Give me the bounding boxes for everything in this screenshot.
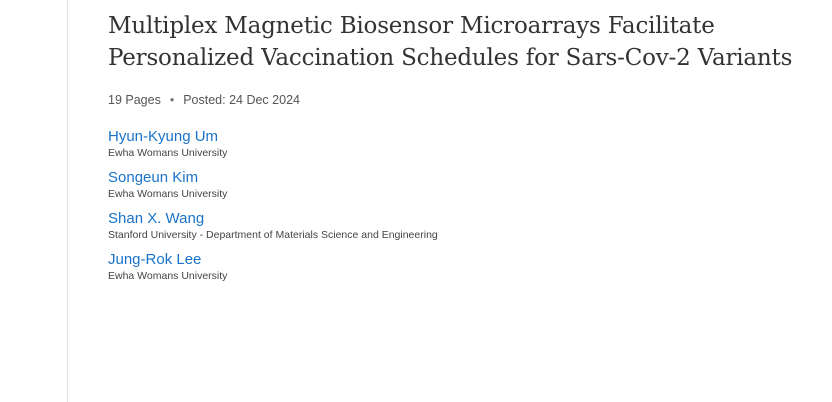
paper-meta [108, 92, 808, 108]
posted-date: Posted: 24 Dec 2024 [183, 93, 300, 107]
author-affiliation: Ewha Womans University [108, 147, 228, 159]
author-link-shan-x-wang[interactable]: Shan X. Wang [108, 210, 205, 227]
author-link-songeun-kim[interactable]: Songeun Kim [108, 169, 199, 186]
paper-title: Multiplex Magnetic Biosensor Microarrays Facilitate Personalized Vaccination Schedules for Sars-Cov-2 Variants [108, 13, 793, 71]
meta-separator: • [169, 93, 175, 107]
paper-header [108, 10, 808, 292]
author-affiliation: Stanford University - Department of Materials Science and Engineering [108, 229, 438, 241]
author-link-hyun-kyung-um[interactable]: Hyun-Kyung Um [108, 128, 219, 145]
page-count: 19 Pages [108, 93, 161, 107]
author-item [108, 128, 808, 160]
author-item [108, 251, 808, 283]
author-link-jung-rok-lee[interactable]: Jung-Rok Lee [108, 251, 202, 268]
author-item [108, 210, 808, 242]
author-item [108, 169, 808, 201]
left-divider [67, 0, 68, 402]
author-affiliation: Ewha Womans University [108, 188, 228, 200]
author-affiliation: Ewha Womans University [108, 270, 228, 282]
author-list [108, 128, 808, 283]
